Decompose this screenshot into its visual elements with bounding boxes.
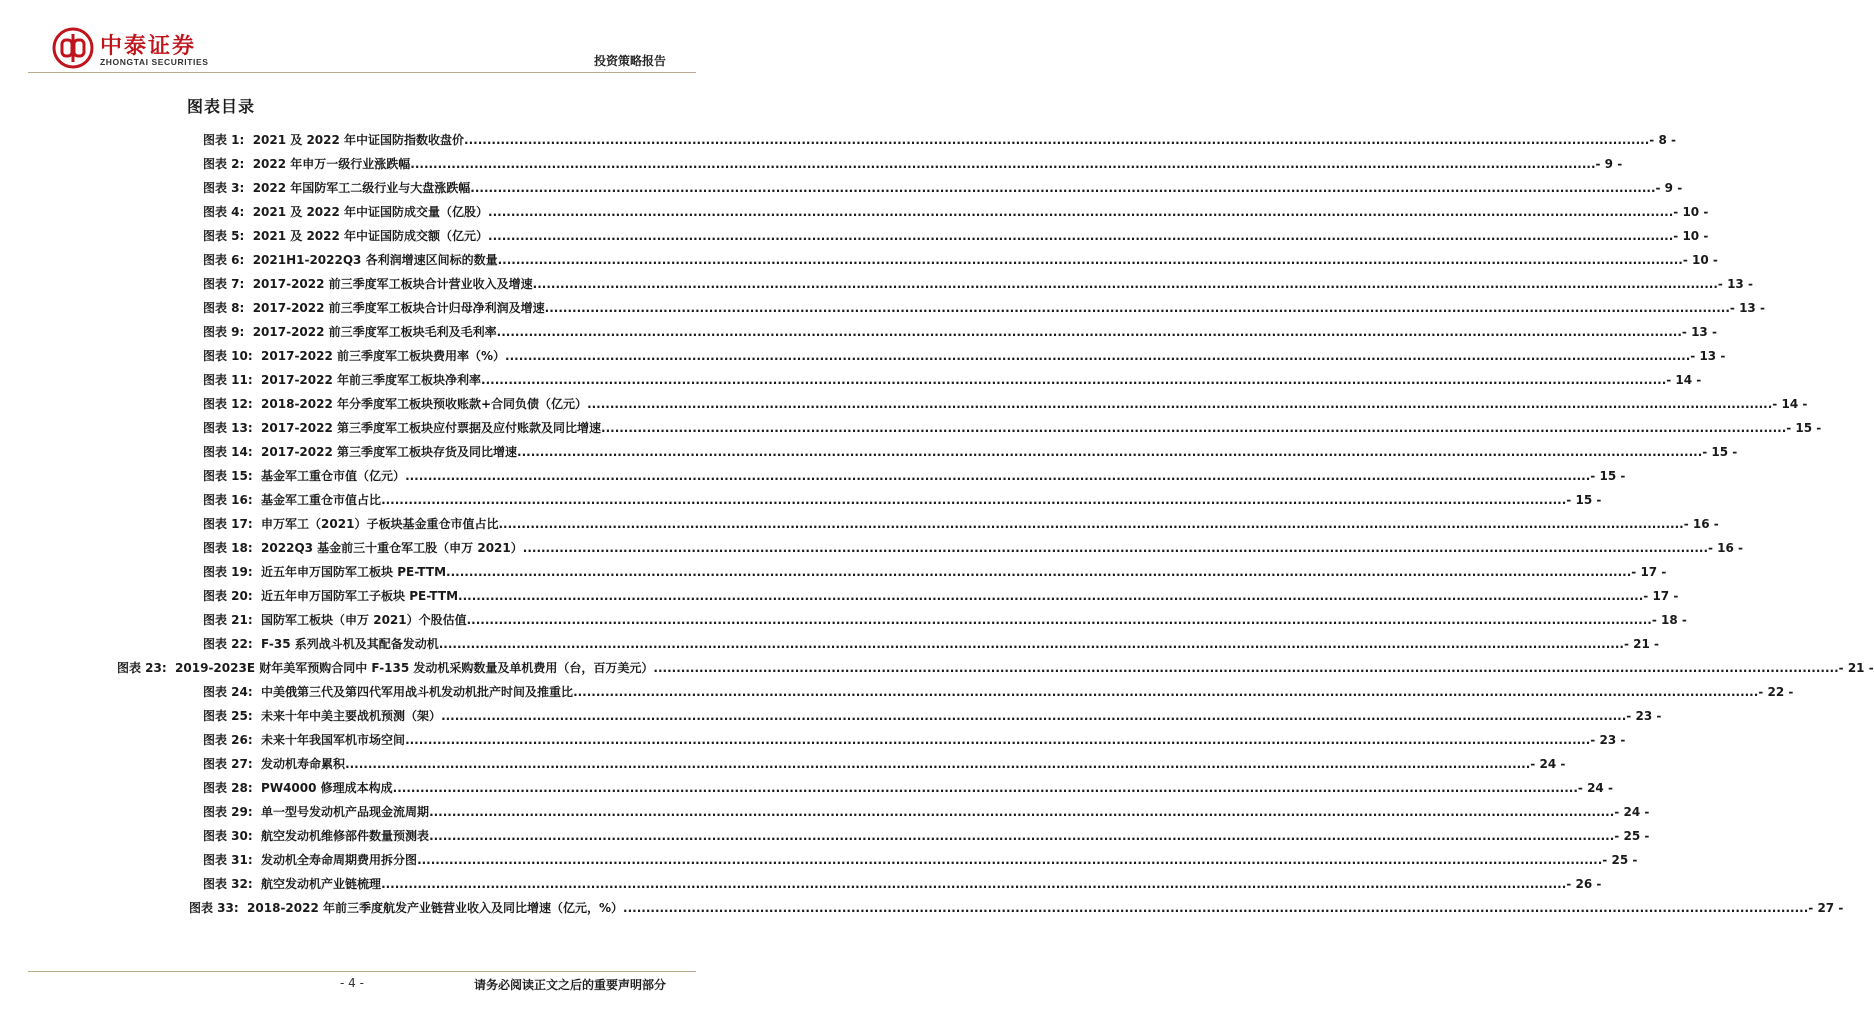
toc-item-title [261, 851, 1602, 869]
toc-leader-dots: .................................................................................................................................................................................................................................................................... [470, 181, 1656, 195]
toc-leader-dots: .................................................................................................................................................................................................................................................................... [544, 301, 1730, 315]
toc-item-title [247, 899, 1808, 917]
toc-item-page-number: 15 [1599, 469, 1617, 483]
toc-item-page: - 17 - [1643, 589, 1679, 603]
toc-item-number: 图表 19: [203, 565, 262, 579]
toc-item-number: 图表 4: [203, 205, 253, 219]
toc-leader-dots: .................................................................................................................................................................................................................................................................... [488, 229, 1674, 243]
toc-item[interactable] [203, 275, 1753, 293]
toc-item-title-text: F-35 系列战斗机及其配备发动机 [261, 637, 439, 651]
toc-item-page: - 16 - [1708, 541, 1744, 555]
toc-item-page-number: 14 [1675, 373, 1693, 387]
toc-item[interactable] [203, 467, 1626, 485]
toc-leader-dots: .................................................................................................................................................................................................................................................................... [481, 373, 1667, 387]
toc-item-title-text: 2017-2022 年前三季度军工板块净利率 [261, 373, 482, 387]
toc-item-title [261, 563, 1631, 581]
toc-leader-dots: .................................................................................................................................................................................................................................................................... [392, 781, 1578, 795]
toc-item[interactable] [203, 323, 1717, 341]
toc-leader-dots: .................................................................................................................................................................................................................................................................... [522, 541, 1708, 555]
toc-item-title [253, 227, 1674, 245]
toc-item-number: 图表 27: [203, 757, 262, 771]
toc-item-page: - 22 - [1758, 685, 1794, 699]
toc-item-title [253, 323, 1682, 341]
toc-item-title-text: 航空发动机产业链梳理 [261, 877, 382, 891]
toc-item-title [261, 875, 1566, 893]
toc-item-number: 图表 3: [203, 181, 253, 195]
toc-leader-dots: .................................................................................................................................................................................................................................................................... [410, 157, 1596, 171]
toc-item[interactable] [203, 227, 1709, 245]
toc-item[interactable] [203, 707, 1662, 725]
toc-item-page: - 13 - [1717, 277, 1753, 291]
toc-item-page: - 15 - [1590, 469, 1626, 483]
toc-item-number: 图表 11: [203, 373, 262, 387]
toc-item-page-number: 24 [1623, 805, 1641, 819]
toc-item-page-number: 9 [1604, 157, 1614, 171]
toc-item-title-text: 单一型号发动机产品现金流周期 [261, 805, 430, 819]
toc-item-title-text: 2021 及 2022 年中证国防成交额（亿元） [252, 229, 489, 243]
toc-item[interactable] [203, 635, 1660, 653]
toc-item-page: - 15 - [1702, 445, 1738, 459]
toc-item-page: - 9 - [1595, 157, 1623, 171]
toc-item[interactable] [203, 539, 1744, 557]
toc-item-title-text: 2017-2022 第三季度军工板块存货及同比增速 [261, 445, 518, 459]
toc-item-title [261, 419, 1786, 437]
footer-divider [28, 971, 696, 972]
toc-item-title [261, 443, 1702, 461]
toc-item-number: 图表 30: [203, 829, 262, 843]
toc-item[interactable] [203, 419, 1822, 437]
toc-item-title-text: 2017-2022 前三季度军工板块费用率（%） [261, 349, 506, 363]
toc-item-number: 图表 7: [203, 277, 253, 291]
toc-item-title [253, 131, 1650, 149]
toc-item-page-number: 21 [1633, 637, 1650, 651]
toc-item-number: 图表 6: [203, 253, 253, 267]
toc-item-page: - 24 - [1530, 757, 1566, 771]
toc-item-number: 图表 8: [203, 301, 253, 315]
toc-item-page-number: 15 [1711, 445, 1729, 459]
toc-item-number: 图表 33: [189, 901, 248, 915]
toc-item[interactable] [203, 443, 1738, 461]
toc-item-page-number: 18 [1661, 613, 1678, 627]
toc-item[interactable] [203, 803, 1650, 821]
toc-item-number: 图表 26: [203, 733, 262, 747]
toc-item-number: 图表 16: [203, 493, 262, 507]
toc-item-title-text: 2022Q3 基金前三十重仓军工股（申万 2021） [261, 541, 523, 555]
page-header [0, 0, 724, 80]
toc-item-page: - 23 - [1590, 733, 1626, 747]
toc-item[interactable] [203, 851, 1638, 869]
toc-item-page: - 15 - [1786, 421, 1822, 435]
toc-item[interactable] [203, 779, 1613, 797]
toc-leader-dots: .................................................................................................................................................................................................................................................................... [381, 493, 1567, 507]
toc-item-title-text: 近五年申万国防军工板块 PE-TTM [261, 565, 447, 579]
toc-item-page: - 18 - [1651, 613, 1687, 627]
logo-chinese-name: 中泰证券 [100, 34, 197, 59]
toc-item-page: - 15 - [1566, 493, 1602, 507]
toc-item-title-text: 2022 年国防军工二级行业与大盘涨跌幅 [252, 181, 471, 195]
toc-item-number: 图表 1: [203, 133, 253, 147]
toc-item-title-text: 国防军工板块（申万 2021）个股估值 [261, 613, 467, 627]
page-number: - 4 - [340, 976, 364, 990]
toc-item-number: 图表 15: [203, 469, 262, 483]
toc-item-page-number: 16 [1692, 517, 1710, 531]
toc-item-title [261, 395, 1772, 413]
toc-item-title [261, 779, 1578, 797]
toc-leader-dots: .................................................................................................................................................................................................................................................................... [497, 253, 1683, 267]
toc-item-page: - 14 - [1772, 397, 1808, 411]
toc-item-page-number: 25 [1611, 853, 1629, 867]
toc-item-title [261, 707, 1626, 725]
toc-item-title-text: 2017-2022 前三季度军工板块毛利及毛利率 [252, 325, 497, 339]
toc-item-title-text: 2018-2022 年前三季度航发产业链营业收入及同比增速（亿元，%） [247, 901, 624, 915]
toc-item-title-text: 2017-2022 前三季度军工板块合计营业收入及增速 [252, 277, 533, 291]
toc-item-page-number: 22 [1767, 685, 1785, 699]
toc-item-title-text: 基金军工重仓市值（亿元） [261, 469, 406, 483]
toc-item-page-number: 23 [1599, 733, 1617, 747]
toc-leader-dots: .................................................................................................................................................................................................................................................................... [496, 325, 1682, 339]
toc-item-page: - 10 - [1682, 253, 1718, 267]
toc-leader-dots: .................................................................................................................................................................................................................................................................... [405, 733, 1591, 747]
toc-item[interactable] [203, 203, 1709, 221]
toc-item-title-text: 2021 及 2022 年中证国防指数收盘价 [252, 133, 465, 147]
toc-item-number: 图表 18: [203, 541, 262, 555]
toc-item-number: 图表 32: [203, 877, 262, 891]
toc-item-page: - 23 - [1626, 709, 1662, 723]
toc-leader-dots: .................................................................................................................................................................................................................................................................... [587, 397, 1773, 411]
toc-item-page-number: 17 [1652, 589, 1670, 603]
toc-item-title [261, 467, 1590, 485]
toc-item-title [261, 683, 1758, 701]
toc-leader-dots: .................................................................................................................................................................................................................................................................... [405, 469, 1591, 483]
toc-leader-dots: .................................................................................................................................................................................................................................................................... [446, 565, 1632, 579]
toc-item-title [261, 827, 1614, 845]
toc-item-title-text: 2018-2022 年分季度军工板块预收账款+合同负债（亿元） [261, 397, 588, 411]
toc-leader-dots: .................................................................................................................................................................................................................................................................... [429, 829, 1615, 843]
toc-item-title-text: 中美俄第三代及第四代军用战斗机发动机批产时间及推重比 [261, 685, 574, 699]
toc-item-title [261, 491, 1566, 509]
toc-item-page-number: 8 [1658, 133, 1667, 147]
toc-item-page-number: 9 [1664, 181, 1674, 195]
toc-item[interactable] [189, 899, 1844, 917]
toc-item-page: - 27 - [1808, 901, 1844, 915]
toc-leader-dots: .................................................................................................................................................................................................................................................................... [438, 637, 1624, 651]
toc-item[interactable] [203, 683, 1794, 701]
toc-item-title [261, 635, 1624, 653]
toc-leader-dots: .................................................................................................................................................................................................................................................................... [458, 589, 1644, 603]
report-type-label: 投资策略报告 [593, 54, 666, 68]
toc-item-number: 图表 28: [203, 781, 262, 795]
toc-item-page: - 17 - [1631, 565, 1667, 579]
toc-leader-dots: .................................................................................................................................................................................................................................................................... [532, 277, 1718, 291]
company-logo [52, 27, 252, 71]
toc-item-number: 图表 17: [203, 517, 262, 531]
toc-leader-dots: .................................................................................................................................................................................................................................................................... [653, 661, 1839, 675]
toc-item-number: 图表 12: [203, 397, 262, 411]
toc-item-number: 图表 14: [203, 445, 262, 459]
toc-leader-dots: .................................................................................................................................................................................................................................................................... [464, 133, 1650, 147]
toc-leader-dots: .................................................................................................................................................................................................................................................................... [466, 613, 1652, 627]
toc-item-page-number: 10 [1692, 253, 1709, 267]
toc-item-page: - 13 - [1690, 349, 1726, 363]
footer-disclaimer: 请务必阅读正文之后的重要声明部分 [473, 978, 666, 992]
toc-item-title-text: 2021 及 2022 年中证国防成交量（亿股） [252, 205, 489, 219]
toc-item[interactable] [117, 659, 1874, 677]
toc-item-number: 图表 5: [203, 229, 253, 243]
toc-item-title [253, 299, 1730, 317]
toc-item[interactable] [203, 731, 1626, 749]
toc-item-page-number: 10 [1682, 229, 1700, 243]
toc-item-number: 图表 13: [203, 421, 262, 435]
toc-leader-dots: .................................................................................................................................................................................................................................................................... [505, 349, 1691, 363]
toc-item-number: 图表 25: [203, 709, 262, 723]
toc-item-page-number: 27 [1817, 901, 1835, 915]
header-divider [28, 72, 696, 73]
toc-item-title [261, 347, 1690, 365]
toc-item-title-text: 未来十年中美主要战机预测（架） [261, 709, 442, 723]
toc-item[interactable] [203, 299, 1765, 317]
toc-item-page: - 25 - [1614, 829, 1650, 843]
toc-item[interactable] [203, 251, 1718, 269]
toc-title: 图表目录 [187, 97, 256, 116]
toc-leader-dots: .................................................................................................................................................................................................................................................................... [623, 901, 1809, 915]
toc-item-page-number: 15 [1795, 421, 1813, 435]
toc-item-title [261, 539, 1708, 557]
toc-item-title [261, 611, 1652, 629]
zhongtai-logo-icon [52, 27, 94, 69]
toc-item[interactable] [203, 371, 1702, 389]
toc-leader-dots: .................................................................................................................................................................................................................................................................... [417, 853, 1603, 867]
toc-item-number: 图表 20: [203, 589, 262, 603]
toc-item-page: - 21 - [1838, 661, 1874, 675]
toc-leader-dots: .................................................................................................................................................................................................................................................................... [381, 877, 1567, 891]
toc-item-title [261, 371, 1666, 389]
toc-item-title-text: 2019-2023E 财年美军预购合同中 F-135 发动机采购数量及单机费用（台，百万美元） [175, 661, 654, 675]
toc-item-title-text: 发动机全寿命周期费用拆分图 [261, 853, 418, 867]
toc-item[interactable] [203, 587, 1679, 605]
toc-item[interactable] [203, 515, 1719, 533]
toc-item-title-text: 基金军工重仓市值占比 [261, 493, 382, 507]
toc-item-page: - 26 - [1566, 877, 1602, 891]
toc-item[interactable] [203, 755, 1566, 773]
toc-item-number: 图表 23: [117, 661, 176, 675]
toc-leader-dots: .................................................................................................................................................................................................................................................................... [601, 421, 1787, 435]
toc-leader-dots: .................................................................................................................................................................................................................................................................... [441, 709, 1627, 723]
toc-item-title-text: PW4000 修理成本构成 [261, 781, 393, 795]
toc-item-page-number: 15 [1575, 493, 1593, 507]
toc-leader-dots: .................................................................................................................................................................................................................................................................... [498, 517, 1684, 531]
toc-item[interactable] [203, 827, 1650, 845]
toc-item-title [261, 587, 1643, 605]
toc-item-page-number: 13 [1739, 301, 1756, 315]
toc-item-title-text: 航空发动机维修部件数量预测表 [261, 829, 430, 843]
toc-item-title [261, 515, 1684, 533]
toc-item-title [261, 731, 1590, 749]
toc-item-number: 图表 29: [203, 805, 262, 819]
toc-item-page: - 13 - [1729, 301, 1765, 315]
toc-item-page: - 24 - [1577, 781, 1613, 795]
toc-item-title [261, 755, 1530, 773]
toc-item-page-number: 14 [1781, 397, 1799, 411]
toc-item[interactable] [203, 563, 1667, 581]
toc-item-page-number: 25 [1623, 829, 1641, 843]
toc-item-page-number: 17 [1640, 565, 1658, 579]
toc-item-number: 图表 24: [203, 685, 262, 699]
toc-item-title [253, 275, 1718, 293]
toc-item-title-text: 未来十年我国军机市场空间 [261, 733, 406, 747]
toc-item-number: 图表 31: [203, 853, 262, 867]
toc-item-number: 图表 21: [203, 613, 262, 627]
toc-leader-dots: .................................................................................................................................................................................................................................................................... [517, 445, 1703, 459]
toc-item[interactable] [203, 395, 1808, 413]
toc-item[interactable] [203, 347, 1726, 365]
toc-item-page-number: 13 [1699, 349, 1717, 363]
toc-item-page: - 16 - [1683, 517, 1719, 531]
toc-item-page-number: 24 [1587, 781, 1604, 795]
toc-item-title-text: 2017-2022 前三季度军工板块合计归母净利润及增速 [252, 301, 545, 315]
toc-leader-dots: .................................................................................................................................................................................................................................................................... [345, 757, 1531, 771]
toc-item-page-number: 21 [1847, 661, 1865, 675]
toc-item[interactable] [203, 179, 1683, 197]
toc-item-title [175, 659, 1839, 677]
toc-leader-dots: .................................................................................................................................................................................................................................................................... [429, 805, 1615, 819]
toc-item[interactable] [203, 611, 1687, 629]
toc-item[interactable] [203, 491, 1602, 509]
toc-item-page-number: 24 [1539, 757, 1557, 771]
toc-item-number: 图表 2: [203, 157, 253, 171]
toc-item-page-number: 16 [1717, 541, 1734, 555]
toc-item-title [253, 179, 1656, 197]
toc-item-page: - 21 - [1623, 637, 1660, 651]
toc-item-page: - 13 - [1681, 325, 1717, 339]
toc-item-page-number: 13 [1691, 325, 1708, 339]
toc-item-page-number: 13 [1727, 277, 1744, 291]
toc-item-title [253, 203, 1674, 221]
toc-item-page: - 24 - [1614, 805, 1650, 819]
toc-item-page: - 14 - [1666, 373, 1702, 387]
toc-item-title [253, 251, 1683, 269]
toc-item-title-text: 申万军工（2021）子板块基金重仓市值占比 [261, 517, 499, 531]
toc-item-number: 图表 10: [203, 349, 262, 363]
toc-item[interactable] [203, 875, 1602, 893]
toc-item-title-text: 2017-2022 第三季度军工板块应付票据及应付账款及同比增速 [261, 421, 602, 435]
toc-item-title [253, 155, 1596, 173]
toc-item-page-number: 26 [1575, 877, 1593, 891]
toc-item-page: - 8 - [1649, 133, 1676, 147]
toc-item-page-number: 23 [1635, 709, 1653, 723]
toc-item-title-text: 2021H1-2022Q3 各利润增速区间标的数量 [252, 253, 498, 267]
logo-english-name: ZHONGTAI SECURITIES [100, 57, 209, 67]
toc-item-page: - 10 - [1673, 229, 1709, 243]
toc-item-title [261, 803, 1614, 821]
toc-item-page-number: 10 [1682, 205, 1700, 219]
toc-item-title-text: 近五年申万国防军工子板块 PE-TTM [261, 589, 459, 603]
toc-item-number: 图表 9: [203, 325, 253, 339]
toc-item-number: 图表 22: [203, 637, 262, 651]
toc-item-title-text: 发动机寿命累积 [261, 757, 346, 771]
toc-item-page: - 25 - [1602, 853, 1638, 867]
toc-item-page: - 9 - [1655, 181, 1683, 195]
toc-item-title-text: 2022 年申万一级行业涨跌幅 [252, 157, 411, 171]
toc-item[interactable] [203, 131, 1676, 149]
toc-item-page: - 10 - [1673, 205, 1709, 219]
toc-leader-dots: .................................................................................................................................................................................................................................................................... [488, 205, 1674, 219]
toc-item[interactable] [203, 155, 1623, 173]
toc-leader-dots: .................................................................................................................................................................................................................................................................... [573, 685, 1759, 699]
